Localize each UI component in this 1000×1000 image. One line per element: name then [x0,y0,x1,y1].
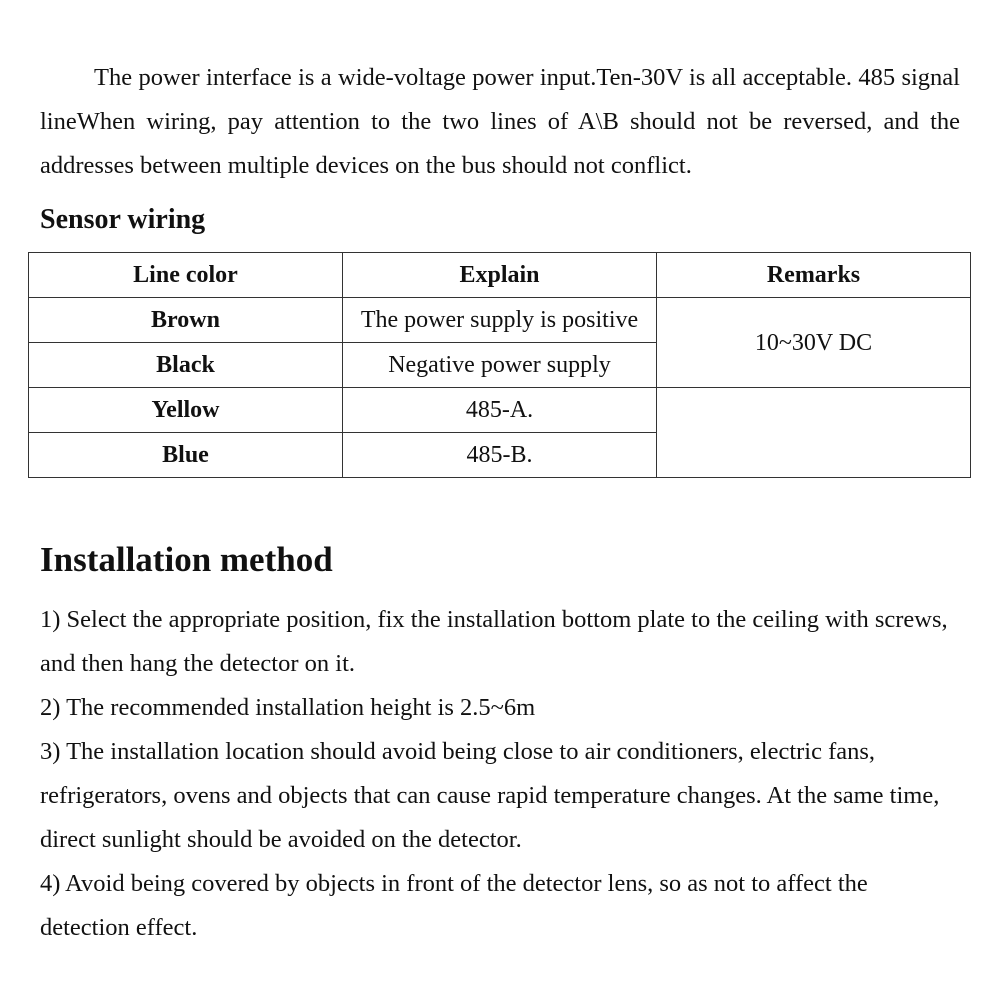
line-color-cell: Yellow [29,388,343,433]
explain-cell: 485-B. [343,433,657,478]
sensor-wiring-table [28,252,971,478]
power-remark-cell: 10~30V DC [657,298,971,388]
sensor-wiring-heading: Sensor wiring [40,204,206,235]
line-color-cell: Blue [29,433,343,478]
table-header-row [29,253,971,298]
explain-cell: 485-A. [343,388,657,433]
line-color-cell: Brown [29,298,343,343]
column-header-line-color: Line color [29,253,343,298]
explain-cell: Negative power supply [343,343,657,388]
intro-paragraph: The power interface is a wide-voltage power input.Ten-30V is all acceptable. 485 signal lineWhen wiring, pay attention to the two lines of A\B should not be reversed, and the addresses between multiple devices on the bus should not conflict. [40,64,960,179]
column-header-remarks: Remarks [657,253,971,298]
installation-steps-list [40,598,960,950]
explain-cell: The power supply is positive [343,298,657,343]
list-item: 3) The installation location should avoid being close to air conditioners, electric fans, refrigerators, ovens and objects that can cause rapid temperature changes. At the same time, direct sunlight should be avoided on the detector. [40,738,940,853]
signal-remark-cell [657,388,971,478]
installation-method-heading: Installation method [40,540,333,579]
line-color-cell: Black [29,343,343,388]
list-item: 2) The recommended installation height is 2.5~6m [40,694,536,721]
list-item: 1) Select the appropriate position, fix the installation bottom plate to the ceiling with screws, and then hang the detector on it. [40,606,948,677]
column-header-explain: Explain [343,253,657,298]
list-item: 4) Avoid being covered by objects in front of the detector lens, so as not to affect the detection effect. [40,870,868,941]
table-row [29,298,971,343]
table-row [29,388,971,433]
